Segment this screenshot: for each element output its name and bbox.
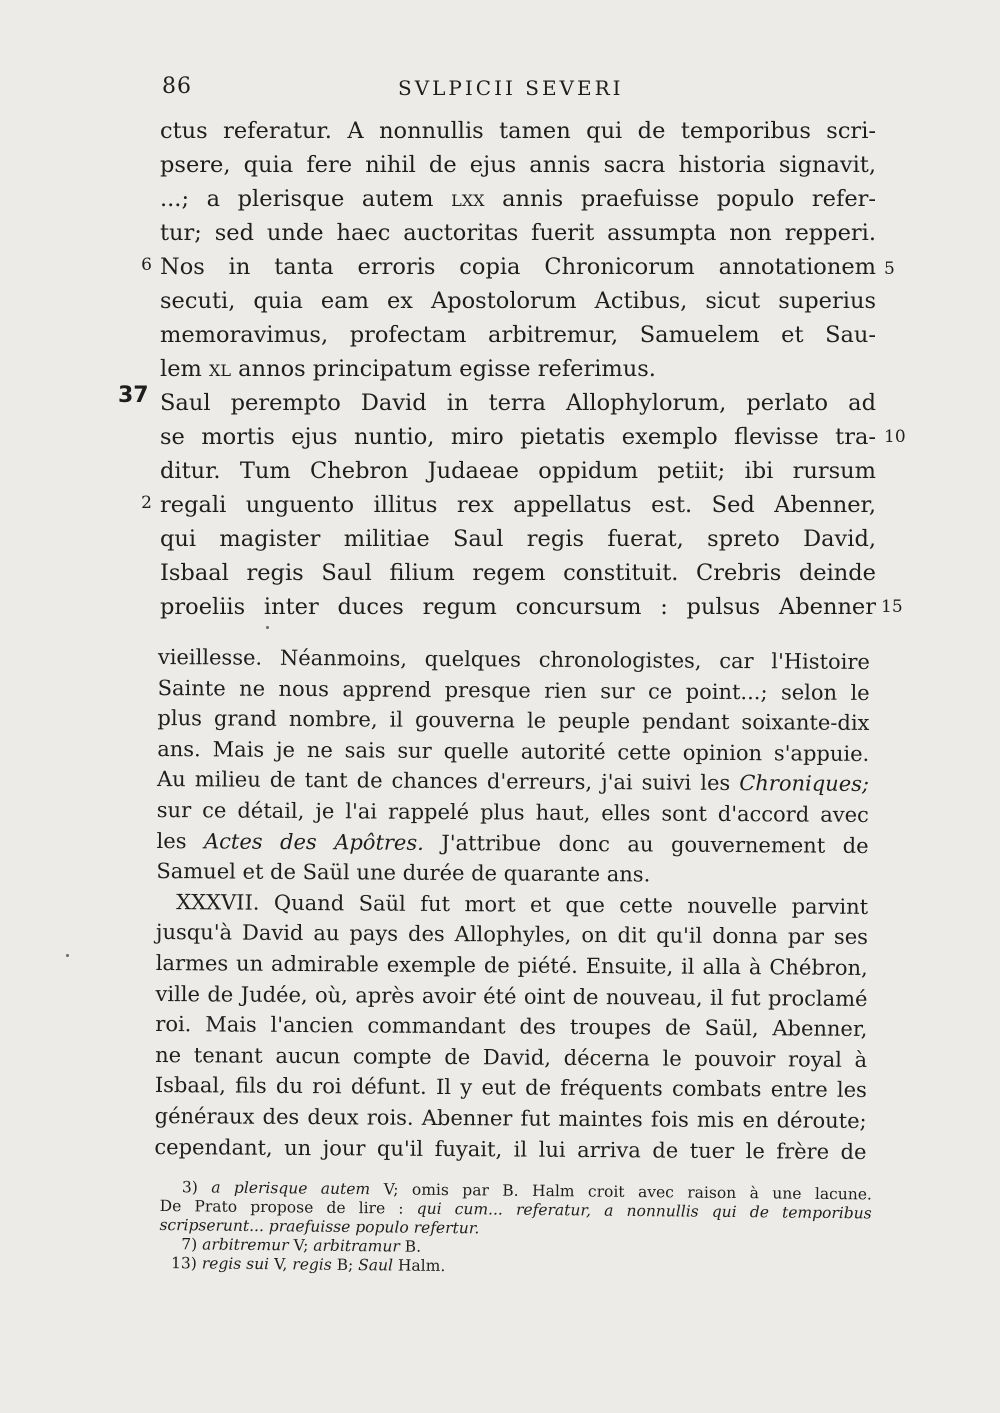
section-mark: 6	[141, 255, 152, 275]
footnote-text: V,	[268, 1255, 293, 1274]
latin-line: proeliis inter duces regum concursum : pulsus Abenner	[160, 594, 876, 620]
french-italic: Actes des Apôtres.	[203, 828, 424, 855]
line-number: 15	[881, 597, 903, 617]
french-italic: Chroniques;	[739, 771, 870, 797]
footnote-italic: regis	[292, 1255, 332, 1274]
footnote-italic: Saul	[358, 1256, 394, 1275]
latin-line: memoravimus, profectam arbitremur, Samuelem et Sau-	[160, 322, 876, 348]
latin-line: psere, quia fere nihil de ejus annis sacra historia signavit,	[160, 152, 876, 178]
footnote-number: 13)	[171, 1254, 197, 1273]
page-number: 86	[162, 74, 192, 99]
french-line-part: les	[156, 828, 205, 853]
footnote-text: V;	[288, 1236, 314, 1255]
french-line: sur ce détail, je l'ai rappelé plus haut, elles sont d'accord avec	[156, 797, 869, 827]
french-line: jusqu'à David au pays des Allophyles, on dit qu'il donna par ses	[155, 920, 869, 950]
french-line-part: J'attribue donc au gouvernement de	[423, 830, 869, 858]
french-line: Isbaal, fils du roi défunt. Il y eut de fréquents combats entre les	[154, 1073, 867, 1103]
latin-line: se mortis ejus nuntio, miro pietatis exemplo flevisse tra-	[160, 424, 876, 450]
footnote-italic: a plerisque autem	[211, 1178, 371, 1199]
running-head: SVLPICII SEVERI	[398, 76, 624, 100]
footnotes	[159, 1178, 872, 1280]
latin-line-part: ...; a plerisque autem	[160, 186, 452, 212]
latin-numeral: lxx	[451, 186, 485, 212]
latin-line: ditur. Tum Chebron Judaeae oppidum petiit; ibi rursum	[160, 458, 876, 484]
footnote-italic: scripserunt... praefuisse populo refertur.	[159, 1215, 480, 1238]
french-line: ne tenant aucun compte de David, décerna le pouvoir royal à	[155, 1042, 868, 1072]
french-line: larmes un admirable exemple de piété. Ensuite, il alla à Chébron,	[155, 950, 868, 980]
latin-line	[160, 352, 876, 386]
footnote-italic: arbitremur	[202, 1235, 289, 1255]
latin-line: tur; sed unde haec auctoritas fuerit assumpta non repperi.	[160, 220, 876, 246]
speck	[66, 954, 69, 957]
french-line: ans. Mais je ne sais sur quelle autorité cette opinion s'appuie.	[157, 736, 870, 766]
french-line	[157, 826, 869, 862]
french-line: roi. Mais l'ancien commandant des troupes de Saül, Abenner,	[155, 1012, 868, 1042]
latin-line: qui magister militiae Saul regis fuerat, spreto David,	[160, 526, 876, 552]
french-line: Samuel et de Saül une durée de quarante ans.	[156, 859, 651, 887]
latin-line: Isbaal regis Saul filium regem constituit. Crebris deinde	[160, 560, 876, 586]
french-line: cependant, un jour qu'il fuyait, il lui arriva de tuer le frère de	[154, 1134, 867, 1164]
line-number: 10	[884, 427, 906, 447]
french-line: vieillesse. Néanmoins, quelques chronologistes, car l'Histoire	[157, 644, 870, 674]
footnote-italic: arbitramur	[313, 1236, 400, 1256]
footnote-number: 3)	[181, 1178, 198, 1197]
french-line	[157, 764, 869, 800]
latin-line-part: annis praefuisse populo refer-	[484, 186, 876, 212]
line-number: 5	[884, 259, 895, 279]
footnote-text: De Prato propose de lire :	[159, 1196, 417, 1218]
latin-text	[160, 114, 876, 624]
french-line: Sainte ne nous apprend presque rien sur ce point...; selon le	[157, 675, 870, 705]
footnote-text: B.	[399, 1237, 422, 1256]
footnote-italic: qui cum... referatur, a nonnullis qui de temporibus	[416, 1199, 872, 1223]
section-mark: 2	[141, 493, 152, 513]
speck	[266, 626, 269, 629]
latin-line: Saul perempto David in terra Allophylorum, perlato ad	[160, 390, 876, 416]
footnote-text: V; omis par B. Halm croit avec raison à une lacune.	[370, 1180, 872, 1204]
french-translation	[154, 642, 870, 1167]
footnote-text: B;	[331, 1255, 359, 1275]
french-line: généraux des deux rois. Abenner fut maintes fois mis en déroute;	[154, 1103, 867, 1133]
french-line: ville de Judée, où, après avoir été oint de nouveau, il fut proclamé	[155, 981, 868, 1011]
latin-line: Nos in tanta erroris copia Chronicorum annotationem	[160, 254, 876, 280]
footnote-number: 7)	[181, 1235, 198, 1254]
footnote-text: Halm.	[392, 1256, 446, 1275]
latin-line: ctus referatur. A nonnullis tamen qui de temporibus scri-	[160, 118, 876, 144]
latin-numeral: xl	[209, 356, 232, 382]
latin-line-part: lem	[160, 356, 209, 382]
latin-line-part: annos principatum egisse referimus.	[231, 356, 656, 382]
chapter-number: 37	[118, 383, 149, 408]
latin-line	[160, 182, 876, 216]
latin-line: regali unguento illitus rex appellatus est. Sed Abenner,	[160, 492, 876, 518]
latin-line: secuti, quia eam ex Apostolorum Actibus, sicut superius	[160, 288, 876, 314]
french-line: XXXVII. Quand Saül fut mort et que cette nouvelle parvint	[176, 889, 869, 919]
french-line: plus grand nombre, il gouverna le peuple pendant soixante-dix	[157, 706, 870, 736]
footnote-italic: regis sui	[201, 1254, 270, 1274]
french-line-part: Au milieu de tant de chances d'erreurs, j'ai suivi les	[156, 767, 740, 796]
